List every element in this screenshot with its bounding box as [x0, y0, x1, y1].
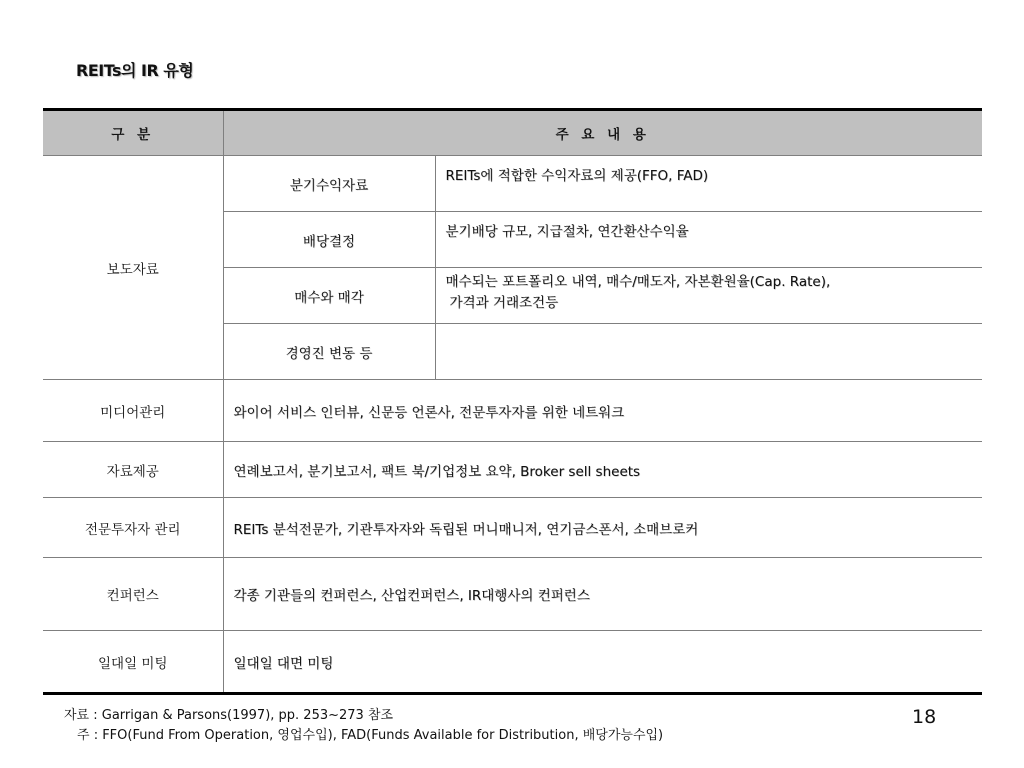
- source-note: 자료 : Garrigan & Parsons(1997), pp. 253~273 참조: [64, 708, 394, 723]
- press-item-content: 분기배당 규모, 지급절차, 연간환산수익율: [435, 212, 982, 268]
- press-item-label: 분기수익자료: [223, 156, 435, 212]
- table-row: [43, 442, 982, 498]
- table-row: [43, 156, 982, 212]
- content-one-on-one: 일대일 대면 미팅: [223, 631, 982, 694]
- category-materials: 자료제공: [43, 442, 223, 498]
- content-media: 와이어 서비스 인터뷰, 신문등 언론사, 전문투자자를 위한 네트워크: [223, 380, 982, 442]
- category-one-on-one: 일대일 미팅: [43, 631, 223, 694]
- press-item-label: 매수와 매각: [223, 268, 435, 324]
- table-header-row: [43, 110, 982, 156]
- press-item-content: [435, 268, 982, 324]
- category-media: 미디어관리: [43, 380, 223, 442]
- content-conference: 각종 기관들의 컨퍼런스, 산업컨퍼런스, IR대행사의 컨퍼런스: [223, 558, 982, 631]
- abbreviation-note: 주 : FFO(Fund From Operation, 영업수입), FAD(Funds Available for Distribution, 배당가능수입): [77, 728, 664, 743]
- content-investors: REITs 분석전문가, 기관투자자와 독립된 머니매니저, 연기금스폰서, 소매브로커: [223, 498, 982, 558]
- category-investors: 전문투자자 관리: [43, 498, 223, 558]
- press-item-content: [435, 324, 982, 380]
- reits-ir-table: [43, 108, 982, 695]
- table-row: [43, 498, 982, 558]
- page-title: REITs의 IR 유형: [76, 61, 194, 80]
- footnotes: [64, 706, 663, 746]
- press-item-label: 경영진 변동 등: [223, 324, 435, 380]
- content-materials: 연례보고서, 분기보고서, 팩트 북/기업정보 요약, Broker sell sheets: [223, 442, 982, 498]
- table-row: [43, 631, 982, 694]
- category-press-release: 보도자료: [43, 156, 223, 380]
- press-item-content: REITs에 적합한 수익자료의 제공(FFO, FAD): [435, 156, 982, 212]
- header-content: 주 요 내 용: [223, 110, 982, 156]
- press-item-content-line: 매수되는 포트폴리오 내역, 매수/매도자, 자본환원율(Cap. Rate),: [445, 274, 831, 290]
- page-number: 18: [912, 706, 937, 728]
- category-conference: 컨퍼런스: [43, 558, 223, 631]
- press-item-label: 배당결정: [223, 212, 435, 268]
- press-item-content-line: 가격과 거래조건등: [449, 295, 559, 311]
- table-row: [43, 380, 982, 442]
- table-row: [43, 558, 982, 631]
- header-category: 구 분: [43, 110, 223, 156]
